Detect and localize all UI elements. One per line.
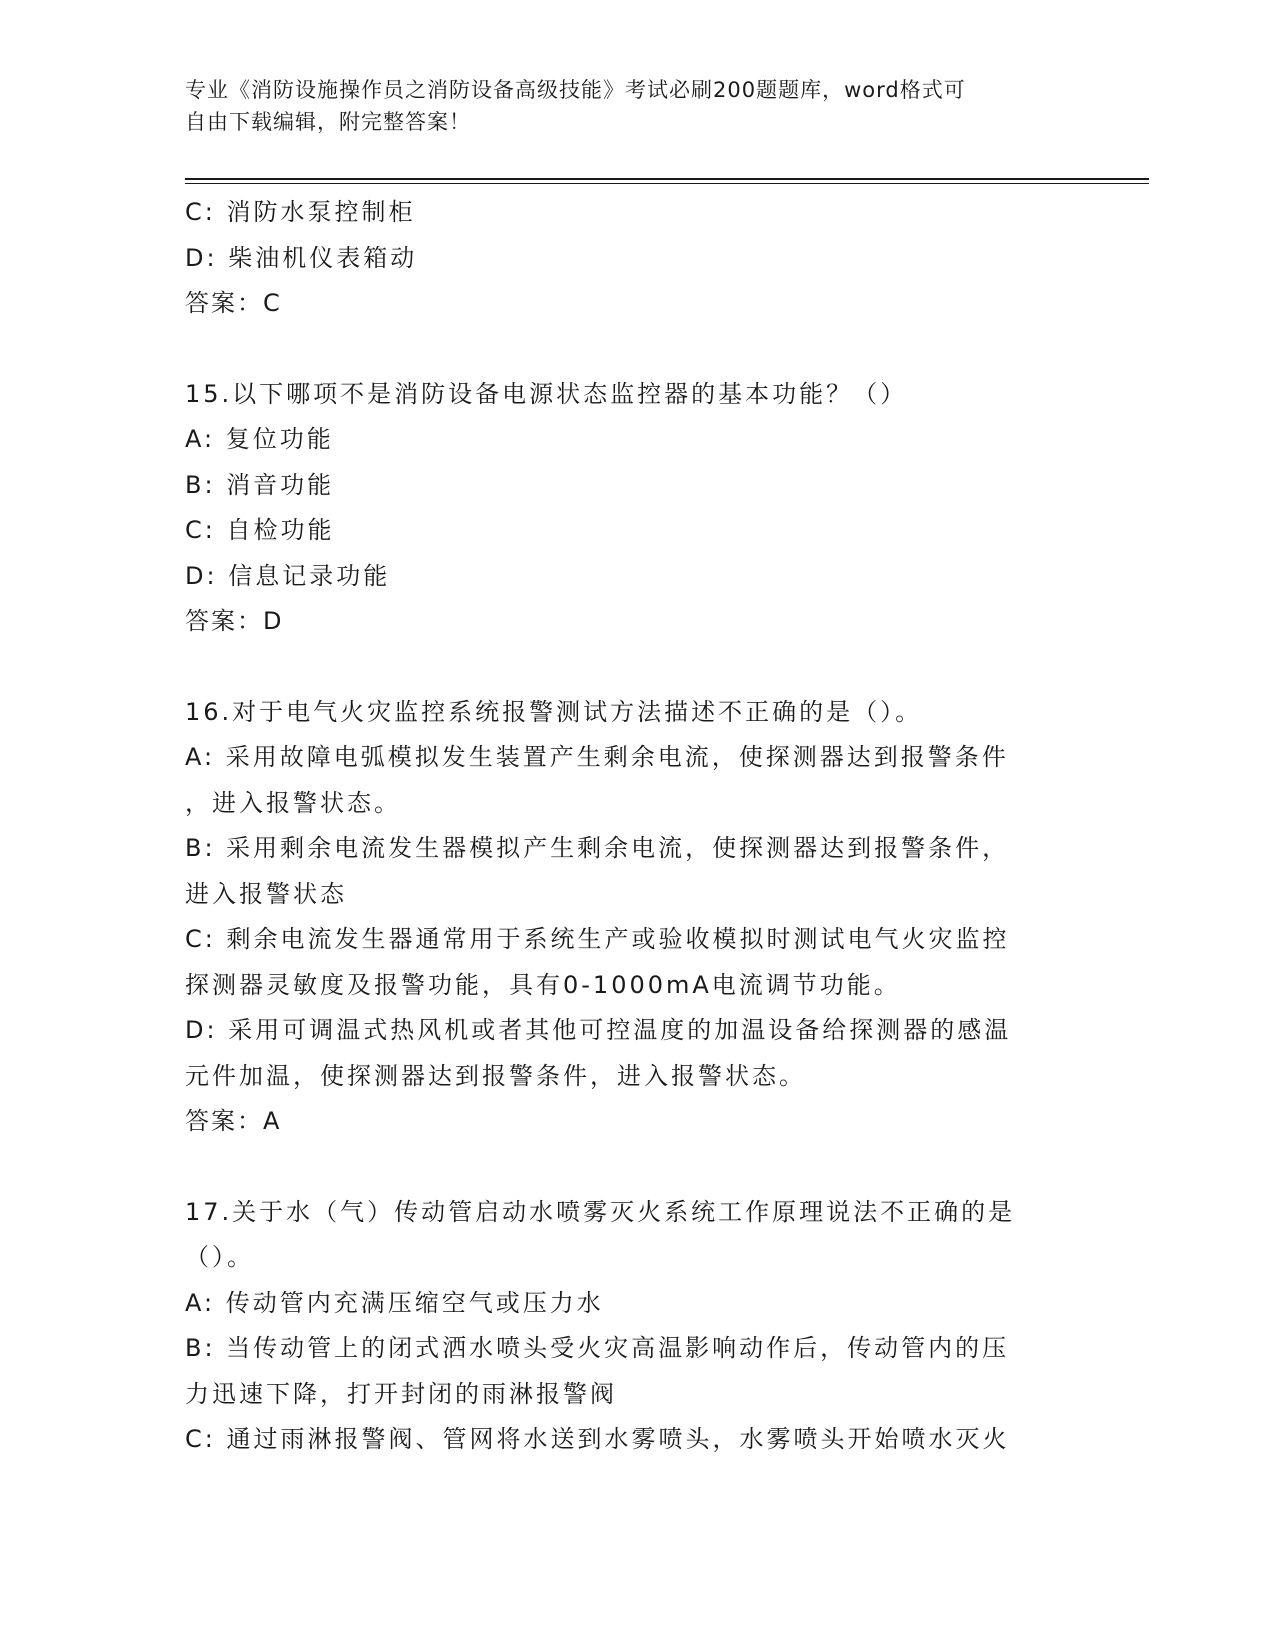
paragraph-gap: [185, 327, 1070, 372]
header-line: 自由下载编辑，附完整答案！: [185, 110, 471, 134]
text-line: B: 当传动管上的闭式洒水喷头受火灾高温影响动作后，传动管内的压: [185, 1334, 1010, 1362]
answer-line: 答案：A: [185, 1107, 282, 1135]
text-line: D: 采用可调温式热风机或者其他可控温度的加温设备给探测器的感温: [185, 1016, 1012, 1044]
text-line: 力迅速下降，打开封闭的雨淋报警阀: [185, 1379, 617, 1408]
text-line: 进入报警状态: [185, 879, 347, 908]
header-divider: [185, 178, 1149, 180]
text-line: A: 传动管内充满压缩空气或压力水: [185, 1288, 604, 1317]
text-line: A: 采用故障电弧模拟发生装置产生剩余电流，使探测器达到报警条件: [185, 743, 1009, 771]
answer-line: 答案：D: [185, 607, 284, 635]
text-line: ，进入报警状态。: [185, 788, 401, 817]
text-line: C: 通过雨淋报警阀、管网将水送到水雾喷头，水雾喷头开始喷水灭火: [185, 1425, 1010, 1453]
text-line: （）。: [185, 1243, 254, 1271]
text-line: 探测器灵敏度及报警功能，具有0-1000mA电流调节功能。: [185, 970, 901, 999]
text-line: 15.以下哪项不是消防设备电源状态监控器的基本功能？（）: [185, 379, 908, 408]
header-divider-thin: [185, 183, 1149, 184]
text-line: C: 自检功能: [185, 516, 335, 544]
answer-line: 答案：C: [185, 289, 282, 317]
text-line: B: 消音功能: [185, 470, 335, 499]
question-body: [185, 190, 1070, 1463]
text-line: B: 采用剩余电流发生器模拟产生剩余电流，使探测器达到报警条件，: [185, 834, 1010, 862]
paragraph-gap: [185, 645, 1070, 690]
page-header: [185, 74, 1065, 138]
paragraph-gap: [185, 1145, 1070, 1190]
header-line: 专业《消防设施操作员之消防设备高级技能》考试必刷200题题库，word格式可: [185, 78, 966, 102]
text-line: C: 消防水泵控制柜: [185, 198, 416, 226]
text-line: 17.关于水（气）传动管启动水喷雾灭火系统工作原理说法不正确的是: [185, 1197, 1016, 1226]
text-line: 元件加温，使探测器达到报警条件，进入报警状态。: [185, 1061, 806, 1090]
text-line: C: 剩余电流发生器通常用于系统生产或验收模拟时测试电气火灾监控: [185, 925, 1010, 953]
text-line: A: 复位功能: [185, 425, 334, 453]
text-line: D: 信息记录功能: [185, 561, 391, 590]
text-line: D: 柴油机仪表箱动: [185, 243, 418, 272]
text-line: 16.对于电气火灾监控系统报警测试方法描述不正确的是（）。: [185, 697, 923, 726]
